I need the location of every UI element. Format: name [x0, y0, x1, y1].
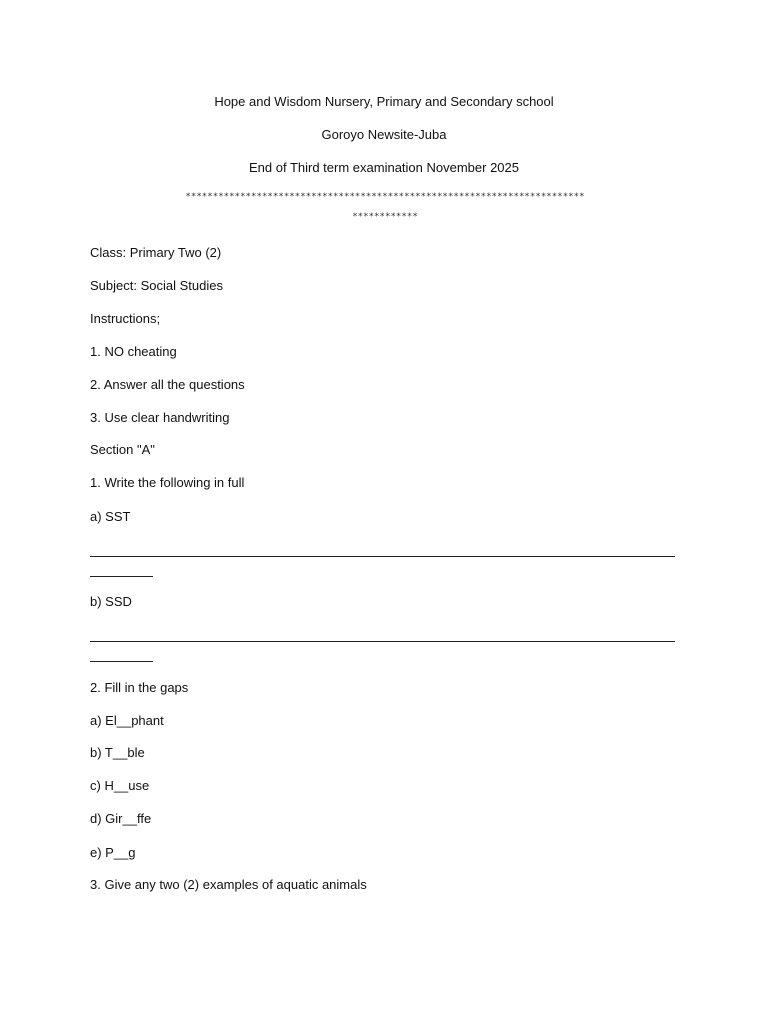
- question-2-item: c) H__use: [90, 778, 150, 793]
- question-2-item: a) El__phant: [90, 713, 164, 728]
- school-location: Goroyo Newsite-Juba: [321, 127, 447, 142]
- instruction-item: 2. Answer all the questions: [90, 377, 245, 392]
- separator-stars-line-2: ************: [352, 212, 418, 222]
- instruction-item: 1. NO cheating: [90, 344, 177, 359]
- instruction-item: 3. Use clear handwriting: [90, 410, 230, 425]
- separator-stars-line-1: *************************************************************************: [185, 192, 585, 202]
- question-1-item: b) SSD: [90, 594, 132, 609]
- question-3-prompt: 3. Give any two (2) examples of aquatic animals: [90, 877, 367, 892]
- section-a-heading: Section "A": [90, 442, 155, 457]
- subject-label: Subject: Social Studies: [90, 278, 223, 293]
- question-2-item: d) Gir__ffe: [90, 811, 152, 826]
- answer-line[interactable]: [90, 576, 153, 577]
- answer-line[interactable]: [90, 641, 675, 642]
- question-1-item: a) SST: [90, 509, 131, 524]
- class-label: Class: Primary Two (2): [90, 245, 222, 260]
- question-2-prompt: 2. Fill in the gaps: [90, 680, 189, 695]
- question-2-item: b) T__ble: [90, 745, 145, 760]
- question-1-prompt: 1. Write the following in full: [90, 475, 245, 490]
- instructions-heading: Instructions;: [90, 311, 161, 326]
- question-2-item: e) P__g: [90, 845, 136, 860]
- exam-title: End of Third term examination November 2025: [248, 160, 519, 175]
- answer-line[interactable]: [90, 556, 675, 557]
- answer-line[interactable]: [90, 661, 153, 662]
- school-name: Hope and Wisdom Nursery, Primary and Secondary school: [214, 94, 554, 109]
